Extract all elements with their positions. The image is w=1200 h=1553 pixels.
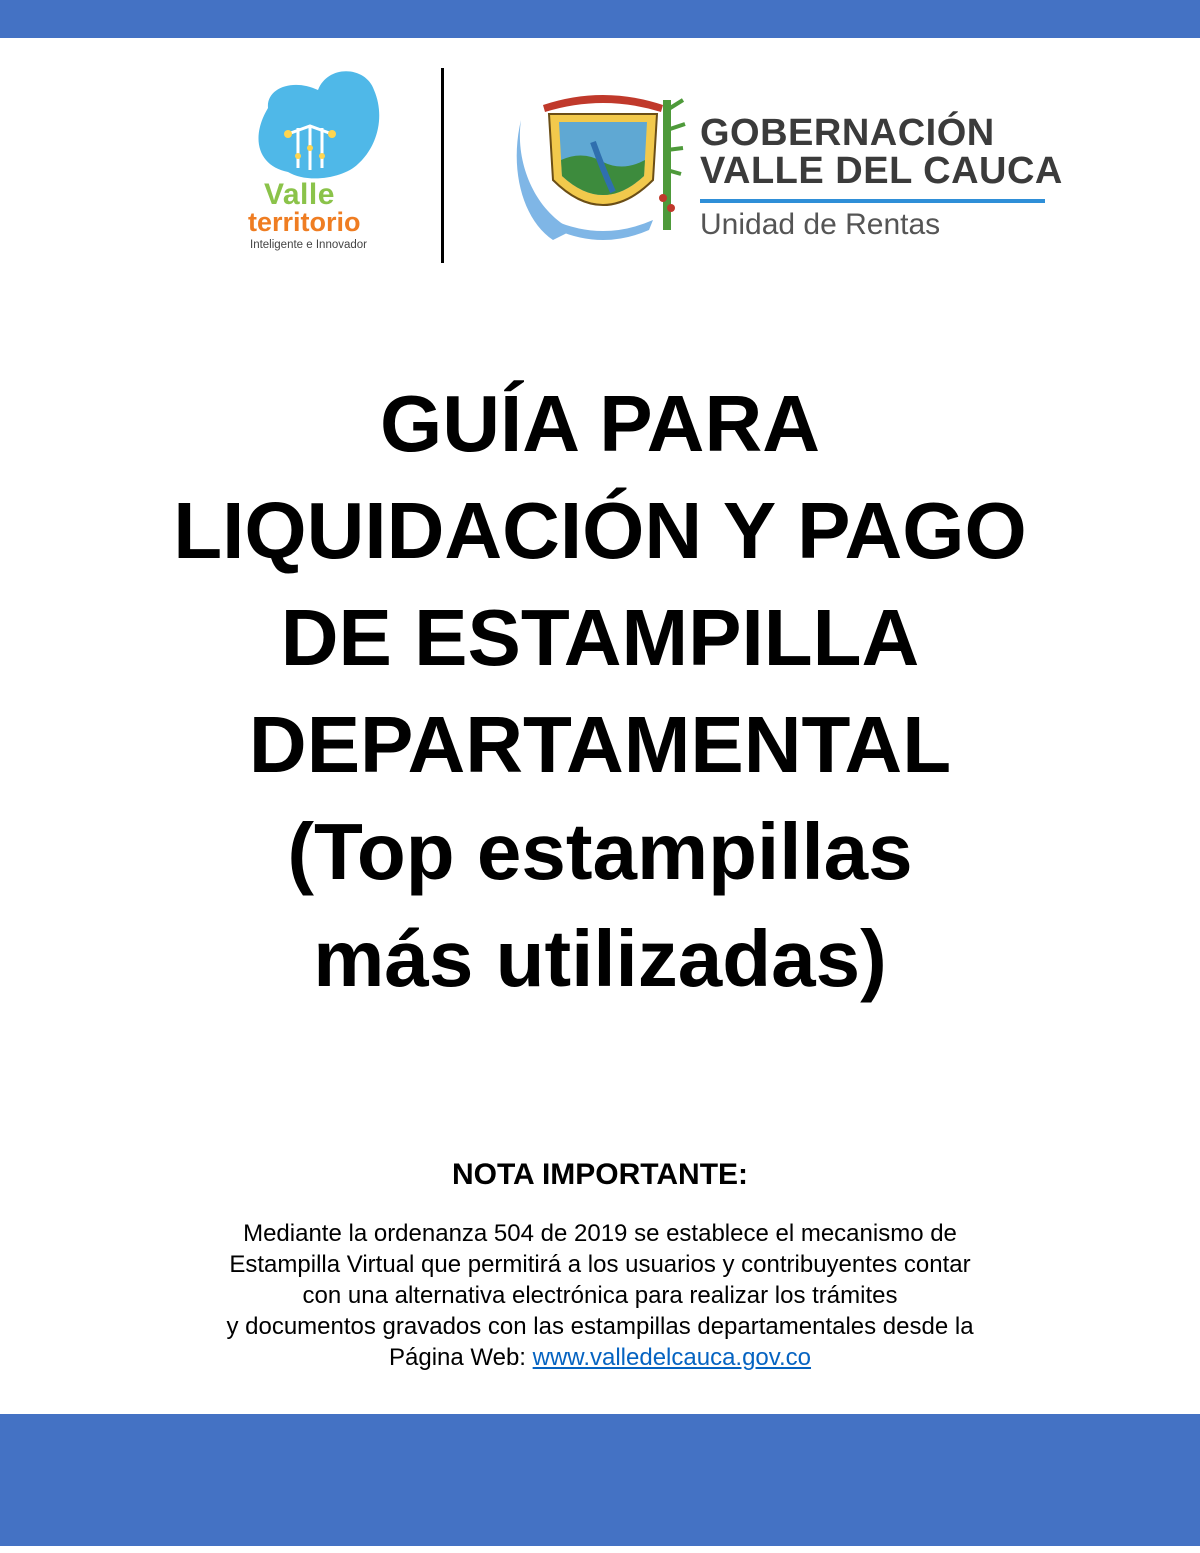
note-line: con una alternativa electrónica para realizar los trámites [302,1282,898,1309]
government-rule [700,199,1045,203]
valle-logo-word: Valle [264,178,335,211]
title-line: DE ESTAMPILLA [280,593,920,682]
territorio-logo-word: territorio [248,207,361,237]
government-name-line1: GOBERNACIÓN [700,112,995,154]
note-body [0,1218,1200,1373]
title-line: GUÍA PARA [380,379,820,468]
website-link[interactable]: www.valledelcauca.gov.co [532,1344,812,1371]
government-name-line2: VALLE DEL CAUCA [700,150,1063,192]
note-heading: NOTA IMPORTANTE: [451,1158,749,1191]
bottom-band [0,1414,1200,1546]
note-line [0,1342,1200,1373]
page-title [0,370,1200,1012]
valle-logo-tagline: Inteligente e Innovador [250,239,368,251]
top-band [0,0,1200,38]
bottom-edge [0,1546,1200,1553]
note-link-prefix: Página Web: [388,1344,533,1371]
title-line: (Top estampillas [287,807,913,896]
title-line: DEPARTAMENTAL [248,700,952,789]
note-line: Estampilla Virtual que permitirá a los usuarios y contribuyentes contar [229,1251,971,1278]
note-line: y documentos gravados con las estampillas departamentales desde la [226,1313,974,1340]
unit-name: Unidad de Rentas [700,208,941,241]
title-line: más utilizadas) [313,914,887,1003]
coat-of-arms-icon [513,80,693,250]
note-line: Mediante la ordenanza 504 de 2019 se establece el mecanismo de [243,1220,957,1247]
logo-divider [441,68,444,263]
title-line: LIQUIDACIÓN Y PAGO [173,486,1027,575]
